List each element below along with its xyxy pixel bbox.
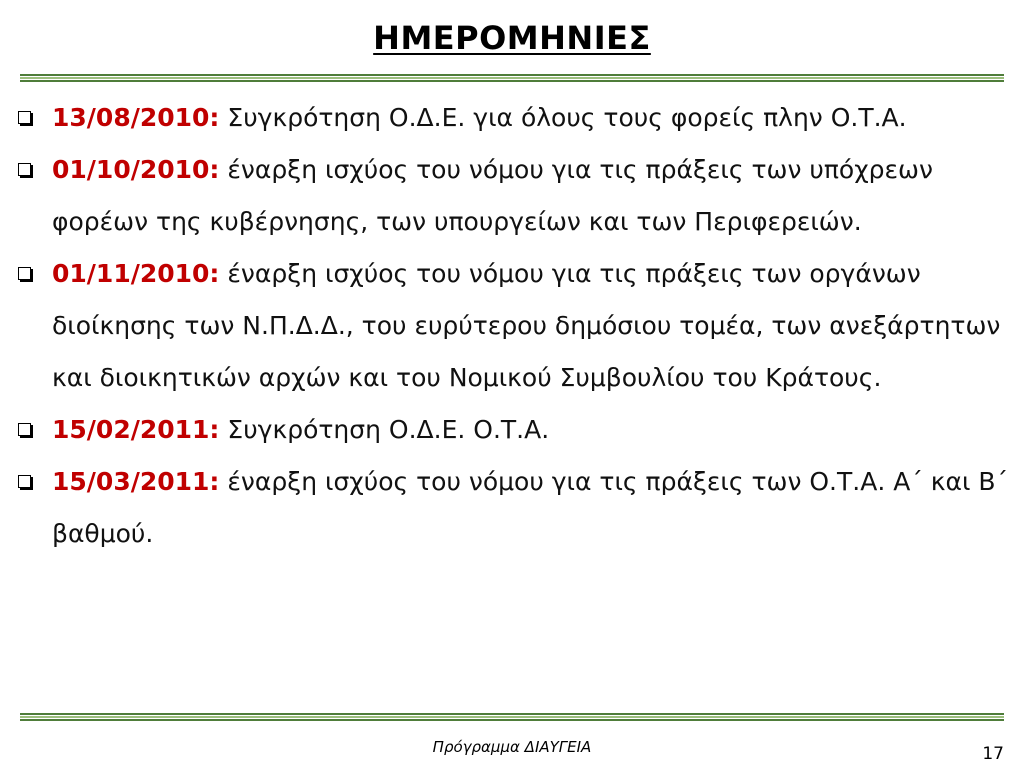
date-description: Συγκρότηση Ο.Δ.Ε. για όλους τους φορείς πλην Ο.Τ.Α. xyxy=(227,103,907,132)
date-list xyxy=(14,92,1009,560)
footer-program-name: Πρόγραμμα ΔΙΑΥΓΕΙΑ xyxy=(432,738,592,756)
square-bullet-icon xyxy=(18,423,31,436)
square-bullet-icon xyxy=(18,163,31,176)
date-label: 15/02/2011: xyxy=(52,415,220,444)
square-bullet-icon xyxy=(18,475,31,488)
bottom-divider xyxy=(20,713,1004,722)
date-description: Συγκρότηση Ο.Δ.Ε. Ο.Τ.Α. xyxy=(227,415,550,444)
date-label: 01/10/2010: xyxy=(52,155,220,184)
date-description: έναρξη ισχύος του νόμου για τις πράξεις των οργάνων διοίκησης των Ν.Π.Δ.Δ., του ευρύτερου δημόσιου τομέα, των ανεξάρτητων και διοικητικών αρχών και του Νομικού Συμβουλίου του Κράτους. xyxy=(52,259,1001,392)
page-number: 17 xyxy=(982,744,1004,764)
date-description: έναρξη ισχύος του νόμου για τις πράξεις των Ο.Τ.Α. Α΄ και Β΄ βαθμού. xyxy=(52,467,1009,548)
slide-title: ΗΜΕΡΟΜΗΝΙΕΣ xyxy=(373,19,651,57)
date-description: έναρξη ισχύος του νόμου για τις πράξεις των υπόχρεων φορέων της κυβέρνησης, των υπουργείων και των Περιφερειών. xyxy=(52,155,933,236)
list-item-2 xyxy=(14,144,1009,248)
date-label: 01/11/2010: xyxy=(52,259,220,288)
list-item-4 xyxy=(14,404,1009,456)
list-item-5 xyxy=(14,456,1009,560)
top-divider xyxy=(20,74,1004,83)
square-bullet-icon xyxy=(18,267,31,280)
list-item-3 xyxy=(14,248,1009,404)
list-item-1 xyxy=(14,92,1009,144)
date-label: 13/08/2010: xyxy=(52,103,220,132)
square-bullet-icon xyxy=(18,111,31,124)
date-label: 15/03/2011: xyxy=(52,467,220,496)
